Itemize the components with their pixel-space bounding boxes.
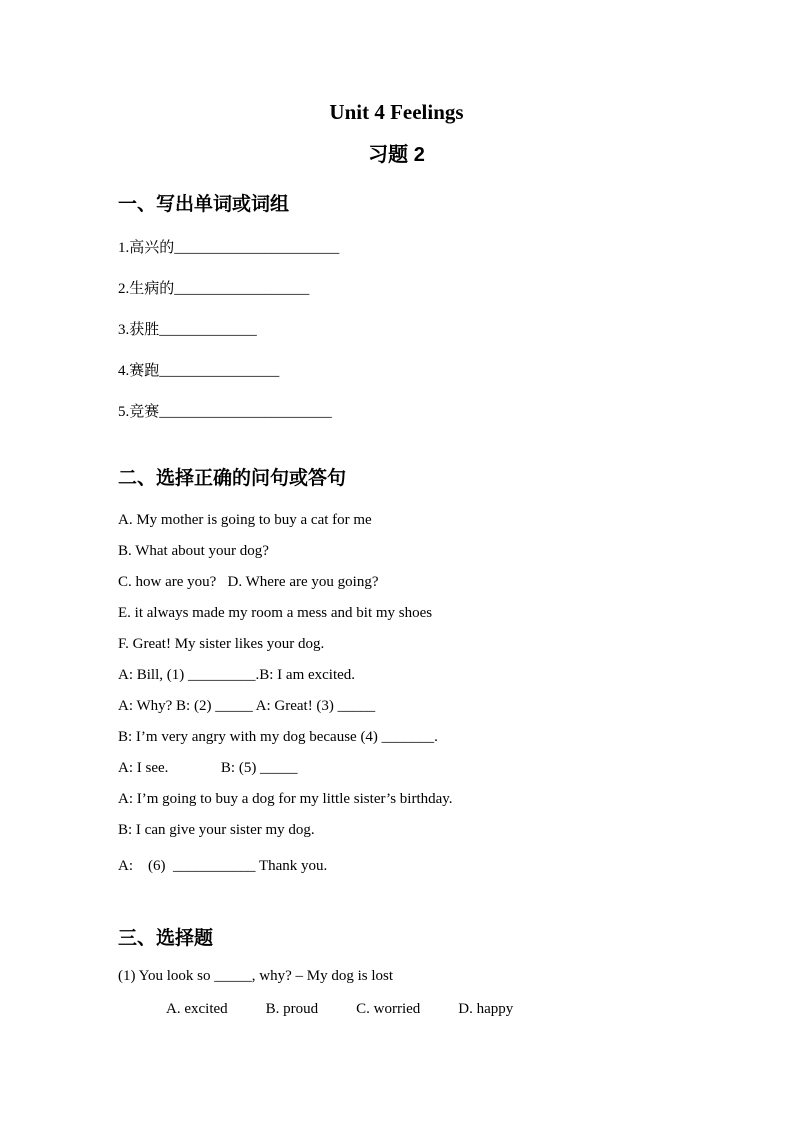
dialogue-line-5: A: I’m going to buy a dog for my little sister’s birthday. bbox=[118, 791, 453, 807]
dialogue-line-7: A: (6) ___________ Thank you. bbox=[118, 858, 328, 874]
section-2-heading: 二、选择正确的问句或答句 bbox=[118, 468, 347, 489]
mc-question-1: (1) You look so _____, why? – My dog is lost bbox=[118, 968, 394, 984]
mc-option-c: C. worried bbox=[356, 1001, 421, 1017]
fill-item-2: 2.生病的__________________ bbox=[118, 281, 310, 297]
choice-line-a: A. My mother is going to buy a cat for me bbox=[118, 512, 372, 528]
choice-line-b: B. What about your dog? bbox=[118, 543, 269, 559]
fill-item-4: 4.赛跑________________ bbox=[118, 363, 280, 379]
section-choose-sentence bbox=[118, 466, 675, 876]
choice-line-f: F. Great! My sister likes your dog. bbox=[118, 636, 325, 652]
mc-option-d: D. happy bbox=[458, 1001, 514, 1017]
fill-item-1: 1.高兴的______________________ bbox=[118, 240, 340, 256]
dialogue-line-1: A: Bill, (1) _________.B: I am excited. bbox=[118, 667, 356, 683]
dialogue-line-4: A: I see. B: (5) _____ bbox=[118, 760, 298, 776]
section-1-heading: 一、写出单词或词组 bbox=[118, 194, 290, 215]
fill-item-3: 3.获胜_____________ bbox=[118, 322, 257, 338]
dialogue-line-3: B: I’m very angry with my dog because (4) _______. bbox=[118, 729, 438, 745]
mc-option-a: A. excited bbox=[166, 1001, 228, 1017]
section-3-heading: 三、选择题 bbox=[118, 928, 214, 949]
dialogue-line-6: B: I can give your sister my dog. bbox=[118, 822, 315, 838]
choice-line-c-d: C. how are you? D. Where are you going? bbox=[118, 574, 379, 590]
mc-question-1-options bbox=[118, 999, 675, 1019]
document-title: Unit 4 Feelings bbox=[329, 100, 464, 124]
section-write-words bbox=[118, 192, 675, 422]
choice-line-e: E. it always made my room a mess and bit my shoes bbox=[118, 605, 433, 621]
section-multiple-choice bbox=[118, 926, 675, 1019]
document-subtitle: 习题 2 bbox=[368, 144, 425, 166]
mc-option-b: B. proud bbox=[265, 1001, 319, 1017]
dialogue-line-2: A: Why? B: (2) _____ A: Great! (3) _____ bbox=[118, 698, 376, 714]
fill-item-5: 5.竞赛_______________________ bbox=[118, 404, 332, 420]
